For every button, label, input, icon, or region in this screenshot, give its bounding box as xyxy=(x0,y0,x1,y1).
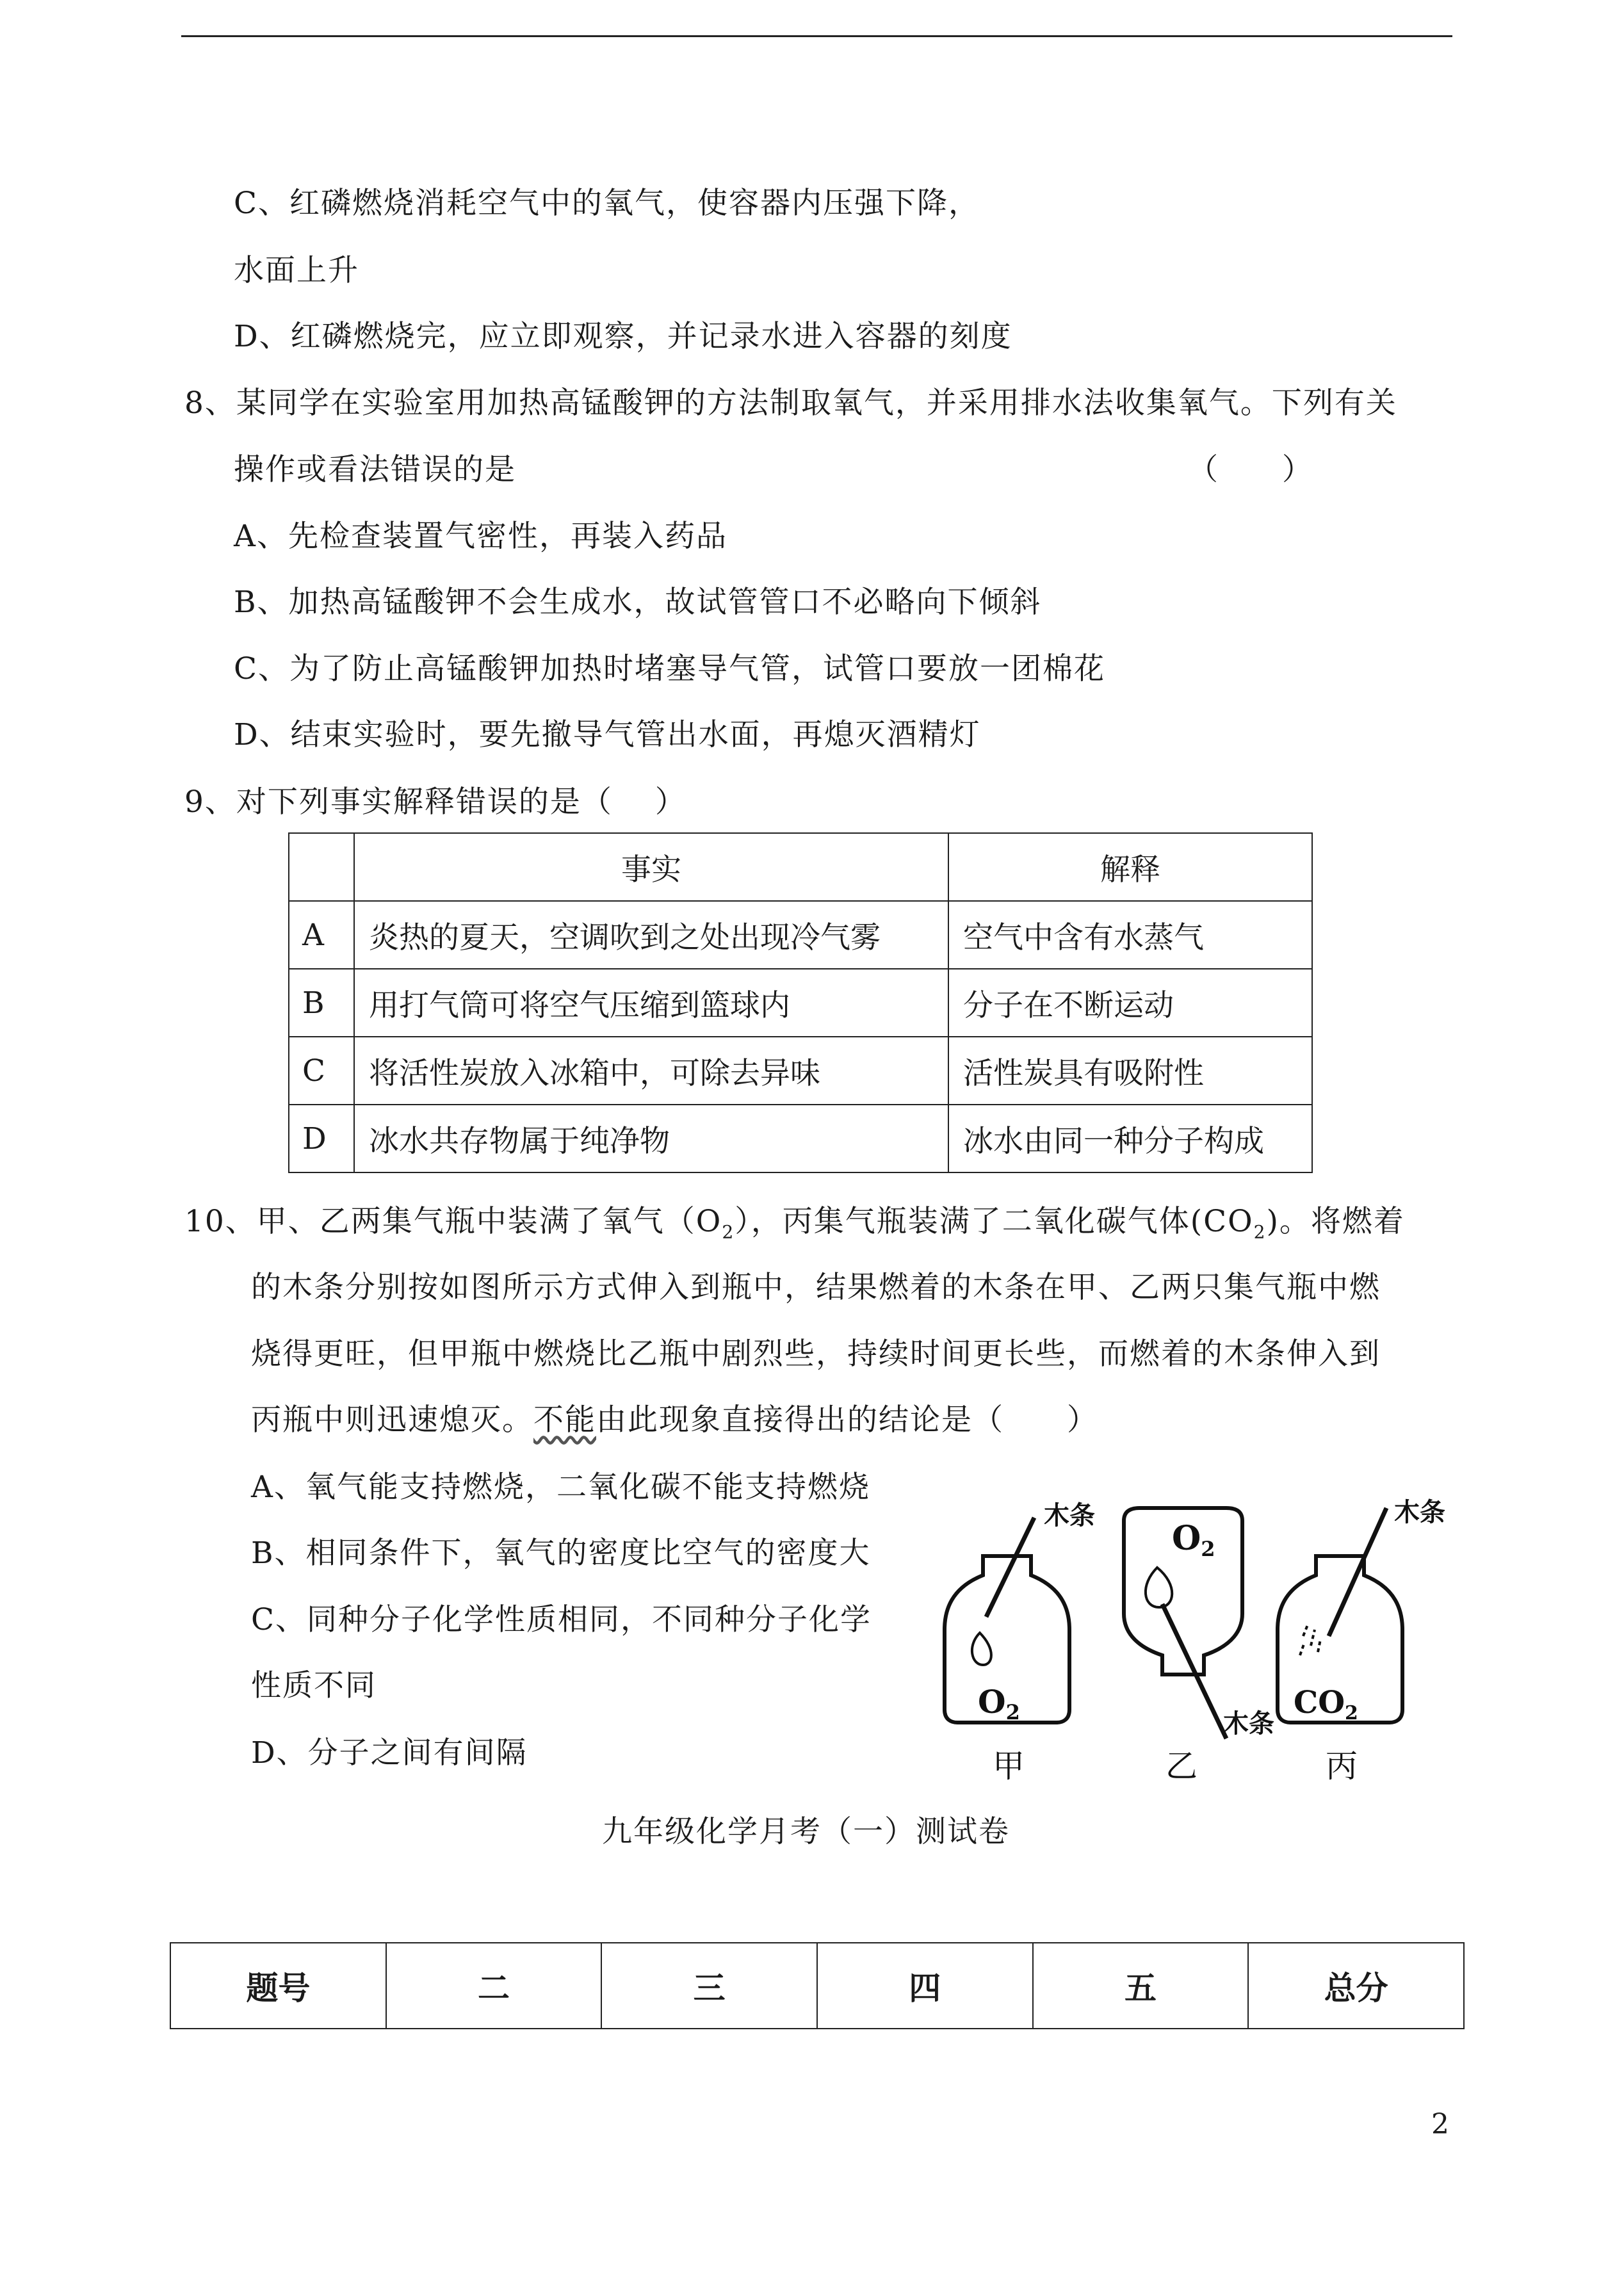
page-number: 2 xyxy=(1431,2108,1450,2141)
subscript: 2 xyxy=(722,1221,735,1243)
q9-stem: 9、对下列事实解释错误的是（ ） xyxy=(184,784,686,820)
q10-text: 丙瓶中则迅速熄灭。 xyxy=(251,1402,533,1438)
stick-label: 木条 xyxy=(1044,1500,1095,1530)
table-cell: 空气中含有水蒸气 xyxy=(948,901,1312,969)
bottle-label-yi: 乙 xyxy=(1165,1748,1198,1785)
table-row xyxy=(289,969,1312,1037)
table-cell: A xyxy=(289,901,354,969)
score-cell: 四 xyxy=(817,1943,1033,2029)
table-header-row xyxy=(289,833,1312,901)
top-rule xyxy=(181,35,1452,37)
stick-label: 木条 xyxy=(1394,1497,1445,1527)
bottle-label-jia: 甲 xyxy=(993,1748,1025,1785)
q8-stem-line2: 操作或看法错误的是 xyxy=(234,452,516,487)
q7-option-c-line1: C、红磷燃烧消耗空气中的氧气，使容器内压强下降， xyxy=(234,186,980,221)
q10-text: ），丙集气瓶装满了二氧化碳气体(CO xyxy=(735,1204,1254,1239)
q10-option-b: B、相同条件下，氧气的密度比空气的密度大 xyxy=(251,1536,871,1571)
q8-option-b: B、加热高锰酸钾不会生成水，故试管管口不必略向下倾斜 xyxy=(234,585,1042,620)
table-cell: 活性炭具有吸附性 xyxy=(948,1037,1312,1105)
q10-option-d: D、分子之间有间隔 xyxy=(251,1735,528,1771)
exam-title: 九年级化学月考（一）测试卷 xyxy=(602,1814,1010,1849)
q8-stem-line1: 8、某同学在实验室用加热高锰酸钾的方法制取氧气，并采用排水法收集氧气。下列有关 xyxy=(184,385,1397,421)
q10-text: )。将燃着 xyxy=(1266,1204,1405,1239)
score-cell: 三 xyxy=(601,1943,817,2029)
score-cell: 五 xyxy=(1033,1943,1249,2029)
q7-option-d: D、红磷燃烧完，应立即观察，并记录水进入容器的刻度 xyxy=(234,319,1012,354)
table-row xyxy=(289,1105,1312,1172)
table-header-cell: 解释 xyxy=(948,833,1312,901)
gas-label-o2: O2 xyxy=(1172,1519,1215,1561)
q10-stem-line1 xyxy=(184,1204,1405,1250)
q10-stem-line4 xyxy=(251,1402,1098,1438)
table-row xyxy=(289,901,1312,969)
q10-text: 10、甲、乙两集气瓶中装满了氧气（O xyxy=(184,1204,722,1239)
table-row xyxy=(170,1943,1464,2029)
table-cell: 冰水共存物属于纯净物 xyxy=(354,1105,948,1172)
bottle-label-bing: 丙 xyxy=(1326,1748,1358,1785)
q8-option-c: C、为了防止高锰酸钾加热时堵塞导气管，试管口要放一团棉花 xyxy=(234,651,1105,686)
q8-option-d: D、结束实验时，要先撤导气管出水面，再熄灭酒精灯 xyxy=(234,717,981,752)
bottle-jia xyxy=(945,1518,1069,1723)
score-cell: 题号 xyxy=(170,1943,386,2029)
table-cell: 冰水由同一种分子构成 xyxy=(948,1105,1312,1172)
q10-stem-line3: 烧得更旺，但甲瓶中燃烧比乙瓶中剧烈些，持续时间更长些，而燃着的木条伸入到 xyxy=(251,1336,1381,1372)
q10-stem-line2: 的木条分别按如图所示方式伸入到瓶中，结果燃着的木条在甲、乙两只集气瓶中燃 xyxy=(251,1270,1381,1305)
emphasis-not: 不能 xyxy=(533,1402,596,1438)
q9-facts-table xyxy=(288,832,1313,1173)
score-cell: 二 xyxy=(386,1943,602,2029)
q8-option-a: A、先检查装置气密性，再装入药品 xyxy=(234,519,727,554)
table-cell: 炎热的夏天，空调吹到之处出现冷气雾 xyxy=(354,901,948,969)
table-cell: C xyxy=(289,1037,354,1105)
score-cell: 总分 xyxy=(1248,1943,1464,2029)
stick-label: 木条 xyxy=(1223,1708,1274,1739)
table-cell: B xyxy=(289,969,354,1037)
table-header-cell: 事实 xyxy=(354,833,948,901)
q10-text: 由此现象直接得出的结论是（ ） xyxy=(596,1402,1098,1438)
table-cell: D xyxy=(289,1105,354,1172)
q7-option-c-line2: 水面上升 xyxy=(234,253,359,288)
q10-option-a: A、氧气能支持燃烧，二氧化碳不能支持燃烧 xyxy=(251,1470,870,1505)
q8-answer-bracket: （ ） xyxy=(1188,452,1313,487)
gas-label-co2: $CO_2$ xyxy=(1294,1685,1358,1724)
subscript: 2 xyxy=(1253,1221,1267,1243)
table-row xyxy=(289,1037,1312,1105)
table-header-cell xyxy=(289,833,354,901)
q10-option-c-line2: 性质不同 xyxy=(251,1668,377,1703)
table-cell: 分子在不断运动 xyxy=(948,969,1312,1037)
table-cell: 将活性炭放入冰箱中，可除去异味 xyxy=(354,1037,948,1105)
score-table xyxy=(170,1942,1465,2029)
q10-option-c-line1: C、同种分子化学性质相同，不同种分子化学 xyxy=(251,1602,872,1637)
gas-label-o2: $O_2$ xyxy=(978,1683,1020,1724)
table-cell: 用打气筒可将空气压缩到篮球内 xyxy=(354,969,948,1037)
gas-bottles-figure xyxy=(932,1492,1476,1787)
